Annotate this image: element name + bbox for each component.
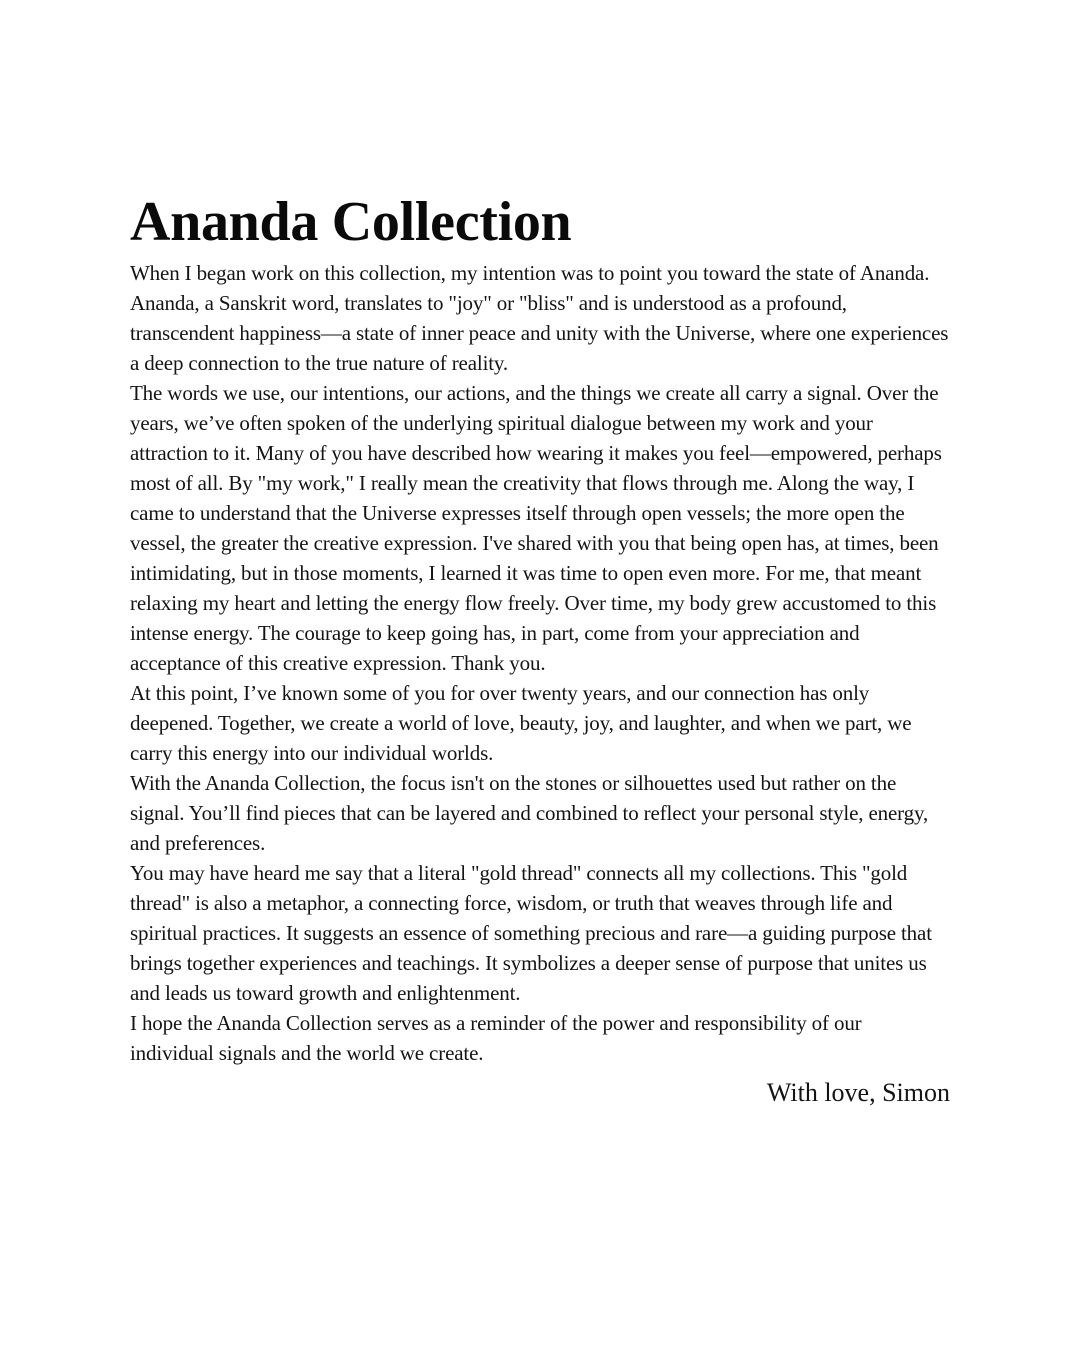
paragraph-collection-focus: With the Ananda Collection, the focus isn't on the stones or silhouettes used but rather on the signal. You’ll find pieces that can be layered and combined to reflect your personal style, energy, and preferences. — [130, 771, 929, 855]
signoff: With love, Simon — [766, 1078, 950, 1107]
page-title: Ananda Collection — [130, 191, 572, 253]
letter-page — [130, 188, 950, 1110]
paragraph-closing: I hope the Ananda Collection serves as a reminder of the power and responsibility of our individual signals and the world we create. — [130, 1011, 862, 1065]
paragraph-connection: At this point, I’ve known some of you for over twenty years, and our connection has only deepened. Together, we create a world of love, beauty, joy, and laughter, and when we part, we carry this energy into our individual worlds. — [130, 681, 912, 765]
paragraph-intro: When I began work on this collection, my intention was to point you toward the state of Ananda. Ananda, a Sanskrit word, translates to "joy" or "bliss" and is understood as a profound, transcendent happiness—a state of inner peace and unity with the Universe, where one experiences a deep connection to the true nature of reality. — [130, 261, 949, 375]
paragraph-gold-thread: You may have heard me say that a literal "gold thread" connects all my collections. This "gold thread" is also a metaphor, a connecting force, wisdom, or truth that weaves through life and spiritual practices. It suggests an essence of something precious and rare—a guiding purpose that brings together experiences and teachings. It symbolizes a deeper sense of purpose that unites us and leads us toward growth and enlightenment. — [130, 861, 932, 1005]
paragraph-signal: The words we use, our intentions, our actions, and the things we create all carry a signal. Over the years, we’ve often spoken of the underlying spiritual dialogue between my work and your attraction to it. Many of you have described how wearing it makes you feel—empowered, perhaps most of all. By "my work," I really mean the creativity that flows through me. Along the way, I came to understand that the Universe expresses itself through open vessels; the more open the vessel, the greater the creative expression. I've shared with you that being open has, at times, been intimidating, but in those moments, I learned it was time to open even more. For me, that meant relaxing my heart and letting the energy flow freely. Over time, my body grew accustomed to this intense energy. The courage to keep going has, in part, come from your appreciation and acceptance of this creative expression. Thank you. — [130, 381, 942, 675]
